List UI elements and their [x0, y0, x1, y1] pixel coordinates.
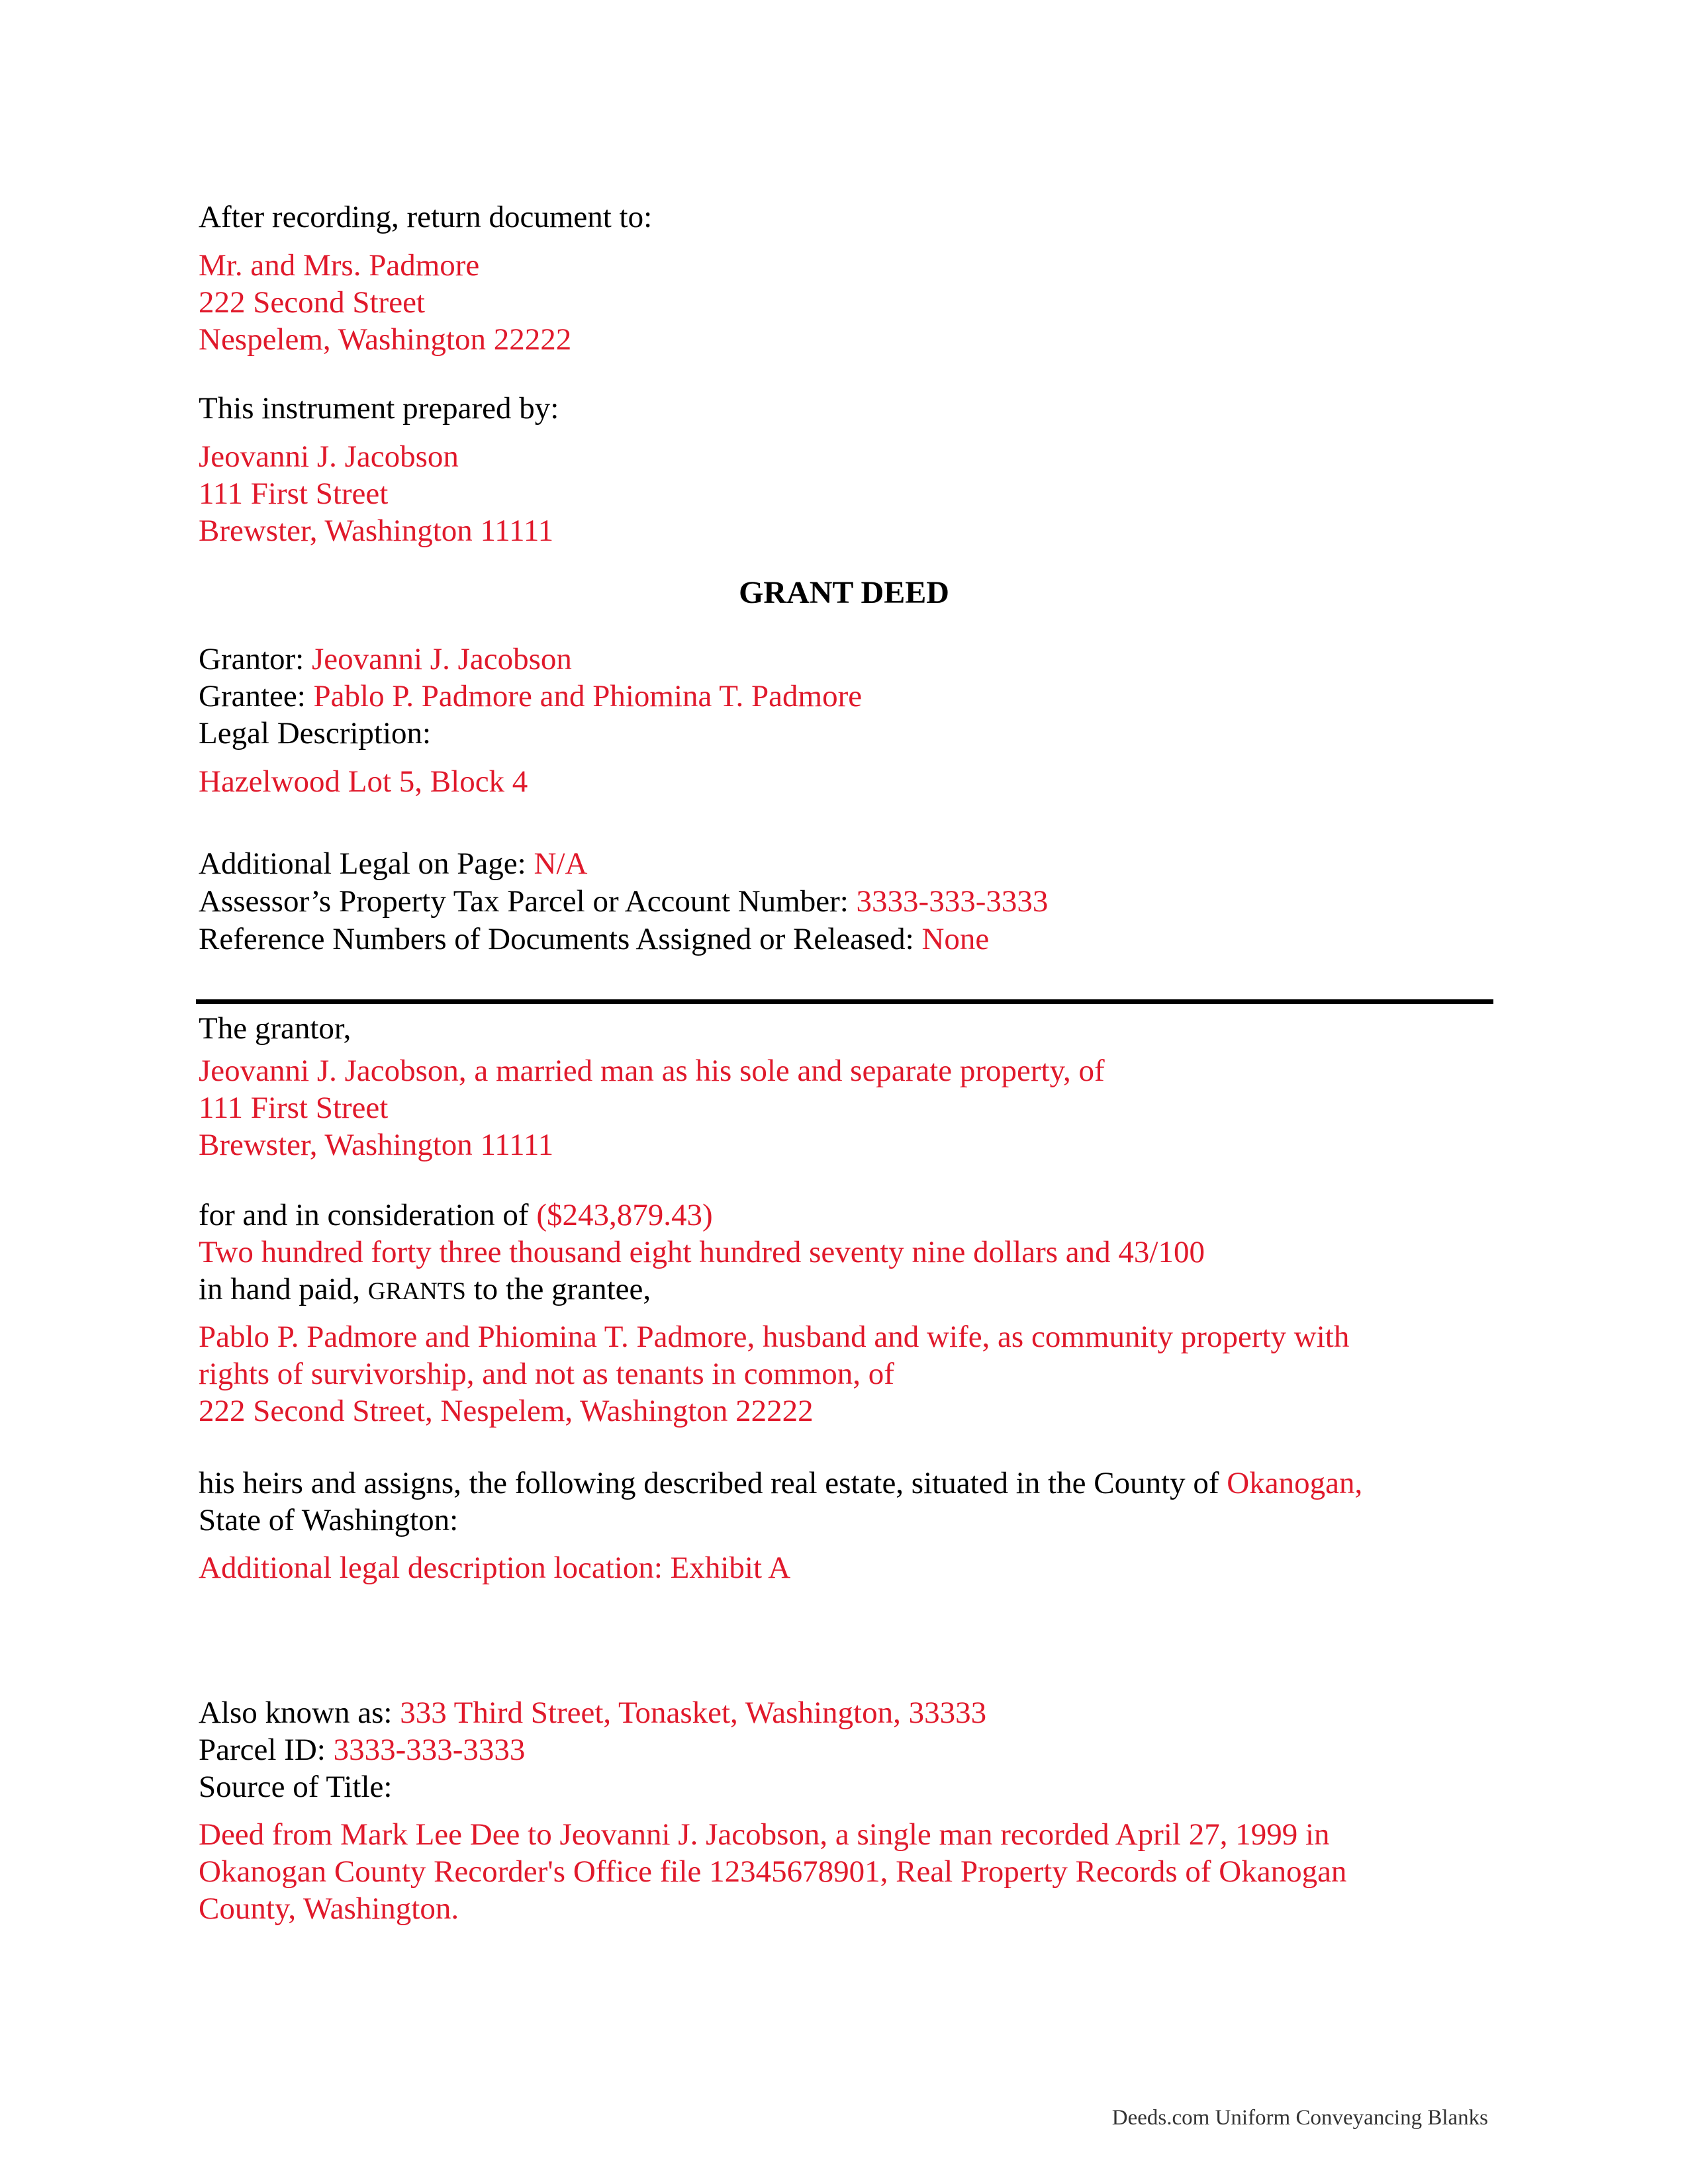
- paid-prefix: in hand paid,: [199, 1272, 368, 1306]
- prepared-by-label: This instrument prepared by:: [199, 391, 559, 426]
- aka-value: 333 Third Street, Tonasket, Washington, 33333: [400, 1696, 987, 1730]
- parcel-number: [199, 883, 1496, 920]
- aka-label: Also known as:: [199, 1696, 400, 1730]
- legal-location: Additional legal description location: Exhibit A: [199, 1551, 791, 1585]
- heirs-text: his heirs and assigns, the following described real estate, situated in the County of: [199, 1466, 1227, 1500]
- source-line: Okanogan County Recorder's Office file 12345678901, Real Property Records of Okanogan: [199, 1854, 1347, 1889]
- prepared-by-line: 111 First Street: [199, 477, 389, 511]
- grantee-value: Pablo P. Padmore and Phiomina T. Padmore: [313, 679, 863, 713]
- parcel-number-value: 3333-333-3333: [856, 884, 1049, 919]
- grantor-detail-line: 111 First Street: [199, 1091, 389, 1125]
- additional-legal-label: Additional Legal on Page:: [199, 846, 534, 881]
- prepared-by-line: Brewster, Washington 11111: [199, 514, 554, 548]
- consideration-amount: ($243,879.43): [536, 1198, 713, 1232]
- grantor-details: [199, 1052, 1496, 1163]
- section-divider: [196, 999, 1493, 1004]
- also-known-as: [199, 1694, 1496, 1731]
- grantee-label: Grantee:: [199, 679, 314, 713]
- footer-credit: Deeds.com Uniform Conveyancing Blanks: [1111, 2106, 1488, 2130]
- grantor-intro: The grantor,: [199, 1011, 352, 1046]
- document-title: GRANT DEED: [739, 575, 949, 610]
- state-text: State of Washington:: [199, 1503, 459, 1537]
- grantee-details: [199, 1318, 1496, 1430]
- grantor-detail-line: Brewster, Washington 11111: [199, 1128, 554, 1162]
- heirs-clause: [199, 1465, 1496, 1502]
- return-to-line: Nespelem, Washington 22222: [199, 322, 572, 357]
- paid-suffix: to the grantee,: [465, 1272, 651, 1306]
- grantor-detail-line: Jeovanni J. Jacobson, a married man as his sole and separate property, of: [199, 1054, 1105, 1088]
- grantor-summary: [199, 641, 1496, 678]
- grantee-detail-line: rights of survivorship, and not as tenants in common, of: [199, 1357, 894, 1391]
- reference-numbers: [199, 921, 1496, 958]
- source-of-title: [199, 1816, 1496, 1927]
- grantee-detail-line: Pablo P. Padmore and Phiomina T. Padmore, husband and wife, as community property with: [199, 1320, 1350, 1354]
- parcel-id-value: 3333-333-3333: [333, 1733, 526, 1767]
- prepared-by-address: [199, 438, 1496, 549]
- reference-numbers-value: None: [921, 922, 990, 956]
- return-to-label: After recording, return document to:: [199, 200, 653, 234]
- grantee-summary: [199, 678, 1496, 715]
- return-to-line: 222 Second Street: [199, 285, 425, 320]
- consideration-label: for and in consideration of: [199, 1198, 537, 1232]
- prepared-by-line: Jeovanni J. Jacobson: [199, 439, 459, 474]
- grants-clause: [199, 1271, 1496, 1310]
- return-to-address: [199, 247, 1496, 358]
- return-to-line: Mr. and Mrs. Padmore: [199, 248, 480, 283]
- consideration-words: Two hundred forty three thousand eight hundred seventy nine dollars and 43/100: [199, 1235, 1205, 1269]
- reference-numbers-label: Reference Numbers of Documents Assigned or Released:: [199, 922, 922, 956]
- parcel-id: [199, 1731, 1496, 1768]
- grantee-detail-line: 222 Second Street, Nespelem, Washington 22222: [199, 1394, 814, 1428]
- parcel-id-label: Parcel ID:: [199, 1733, 334, 1767]
- source-of-title-label: Source of Title:: [199, 1770, 393, 1804]
- source-line: County, Washington.: [199, 1891, 459, 1926]
- grantor-label: Grantor:: [199, 642, 312, 676]
- grants-word: GRANTS: [367, 1278, 466, 1305]
- grantor-value: Jeovanni J. Jacobson: [311, 642, 572, 676]
- consideration: [199, 1197, 1496, 1234]
- legal-description-label: Legal Description:: [199, 716, 432, 751]
- additional-legal-value: N/A: [534, 846, 588, 881]
- parcel-number-label: Assessor’s Property Tax Parcel or Account Number:: [199, 884, 857, 919]
- additional-legal: [199, 845, 1496, 882]
- county-value: Okanogan,: [1227, 1466, 1363, 1500]
- legal-description-value: Hazelwood Lot 5, Block 4: [199, 764, 528, 799]
- source-line: Deed from Mark Lee Dee to Jeovanni J. Jacobson, a single man recorded April 27, 1999 in: [199, 1817, 1330, 1852]
